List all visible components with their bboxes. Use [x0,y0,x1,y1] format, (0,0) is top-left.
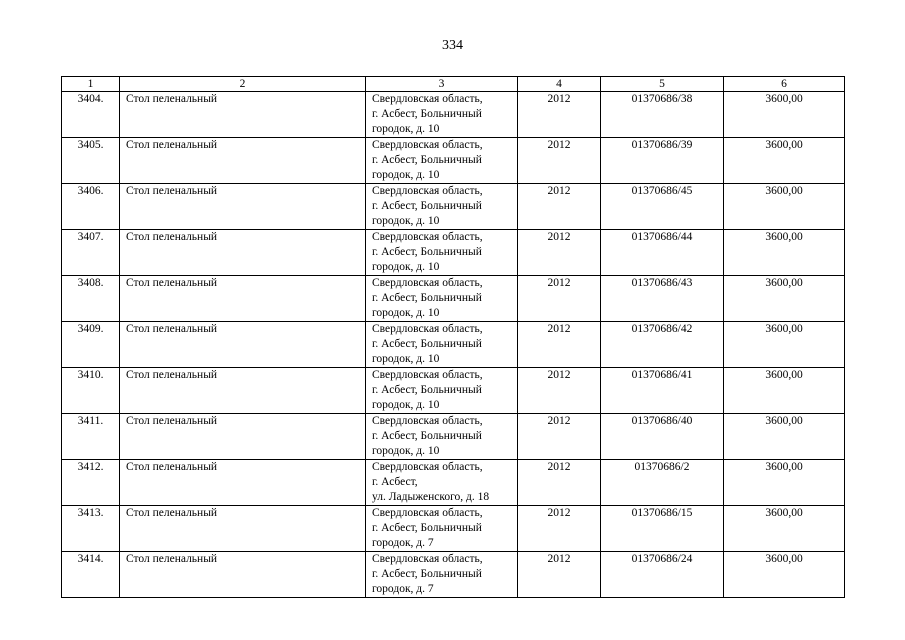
item-year: 2012 [518,184,601,230]
inventory-table [61,76,845,598]
column-header-3: 3 [366,77,518,92]
item-address [366,414,518,460]
item-cost: 3600,00 [724,414,845,460]
item-address [366,230,518,276]
item-address [366,460,518,506]
address-line: Свердловская область, [372,93,483,105]
row-number: 3405. [62,138,120,184]
table-row [62,184,845,230]
item-name: Стол пеленальный [120,552,366,598]
item-name: Стол пеленальный [120,92,366,138]
item-year: 2012 [518,552,601,598]
address-line: Свердловская область, [372,323,483,335]
item-name: Стол пеленальный [120,322,366,368]
address-line: городок, д. 10 [372,169,440,181]
table-row [62,276,845,322]
item-year: 2012 [518,276,601,322]
item-name: Стол пеленальный [120,460,366,506]
address-line: городок, д. 10 [372,399,440,411]
address-line: Свердловская область, [372,277,483,289]
column-header-1: 1 [62,77,120,92]
item-year: 2012 [518,230,601,276]
address-line: городок, д. 10 [372,261,440,273]
column-header-5: 5 [601,77,724,92]
row-number: 3414. [62,552,120,598]
table-header-row [62,77,845,92]
address-line: городок, д. 7 [372,537,434,549]
row-number: 3406. [62,184,120,230]
row-number: 3412. [62,460,120,506]
table-row [62,322,845,368]
table-row [62,230,845,276]
address-line: г. Асбест, Больничный [372,522,482,534]
inventory-number: 01370686/44 [601,230,724,276]
item-name: Стол пеленальный [120,368,366,414]
table-row [62,368,845,414]
item-cost: 3600,00 [724,552,845,598]
inventory-number: 01370686/43 [601,276,724,322]
table-row [62,552,845,598]
item-address [366,184,518,230]
address-line: Свердловская область, [372,415,483,427]
item-address [366,506,518,552]
item-name: Стол пеленальный [120,506,366,552]
inventory-number: 01370686/15 [601,506,724,552]
address-line: г. Асбест, Больничный [372,568,482,580]
address-line: г. Асбест, Больничный [372,246,482,258]
table-row [62,138,845,184]
address-line: городок, д. 10 [372,123,440,135]
address-line: городок, д. 10 [372,353,440,365]
item-address [366,552,518,598]
address-line: Свердловская область, [372,507,483,519]
item-cost: 3600,00 [724,368,845,414]
inventory-number: 01370686/38 [601,92,724,138]
table-row [62,460,845,506]
inventory-number: 01370686/2 [601,460,724,506]
address-line: городок, д. 10 [372,307,440,319]
item-cost: 3600,00 [724,276,845,322]
address-line: городок, д. 10 [372,215,440,227]
address-line: Свердловская область, [372,461,483,473]
item-cost: 3600,00 [724,138,845,184]
item-year: 2012 [518,414,601,460]
inventory-number: 01370686/39 [601,138,724,184]
address-line: г. Асбест, Больничный [372,430,482,442]
inventory-number: 01370686/24 [601,552,724,598]
table-row [62,92,845,138]
row-number: 3411. [62,414,120,460]
column-header-6: 6 [724,77,845,92]
column-header-2: 2 [120,77,366,92]
item-address [366,92,518,138]
row-number: 3410. [62,368,120,414]
address-line: г. Асбест, Больничный [372,338,482,350]
inventory-number: 01370686/40 [601,414,724,460]
item-address [366,276,518,322]
inventory-number: 01370686/42 [601,322,724,368]
row-number: 3404. [62,92,120,138]
item-cost: 3600,00 [724,92,845,138]
table-body [62,92,845,598]
row-number: 3409. [62,322,120,368]
item-year: 2012 [518,368,601,414]
item-address [366,322,518,368]
address-line: городок, д. 7 [372,583,434,595]
inventory-number: 01370686/41 [601,368,724,414]
address-line: г. Асбест, Больничный [372,154,482,166]
address-line: Свердловская область, [372,553,483,565]
table-row [62,414,845,460]
item-cost: 3600,00 [724,322,845,368]
address-line: Свердловская область, [372,139,483,151]
address-line: Свердловская область, [372,231,483,243]
item-cost: 3600,00 [724,460,845,506]
address-line: г. Асбест, Больничный [372,108,482,120]
item-name: Стол пеленальный [120,184,366,230]
row-number: 3408. [62,276,120,322]
row-number: 3407. [62,230,120,276]
table-row [62,506,845,552]
inventory-number: 01370686/45 [601,184,724,230]
item-name: Стол пеленальный [120,276,366,322]
address-line: ул. Ладыженского, д. 18 [372,491,490,503]
item-year: 2012 [518,460,601,506]
address-line: Свердловская область, [372,369,483,381]
item-year: 2012 [518,92,601,138]
row-number: 3413. [62,506,120,552]
item-cost: 3600,00 [724,506,845,552]
address-line: городок, д. 10 [372,445,440,457]
address-line: г. Асбест, Больничный [372,384,482,396]
address-line: г. Асбест, [372,476,418,488]
item-year: 2012 [518,322,601,368]
column-header-4: 4 [518,77,601,92]
address-line: г. Асбест, Больничный [372,292,482,304]
item-name: Стол пеленальный [120,414,366,460]
item-name: Стол пеленальный [120,138,366,184]
page-number: 334 [442,38,463,53]
item-cost: 3600,00 [724,230,845,276]
item-address [366,368,518,414]
address-line: г. Асбест, Больничный [372,200,482,212]
address-line: Свердловская область, [372,185,483,197]
item-name: Стол пеленальный [120,230,366,276]
item-year: 2012 [518,506,601,552]
item-year: 2012 [518,138,601,184]
item-address [366,138,518,184]
item-cost: 3600,00 [724,184,845,230]
